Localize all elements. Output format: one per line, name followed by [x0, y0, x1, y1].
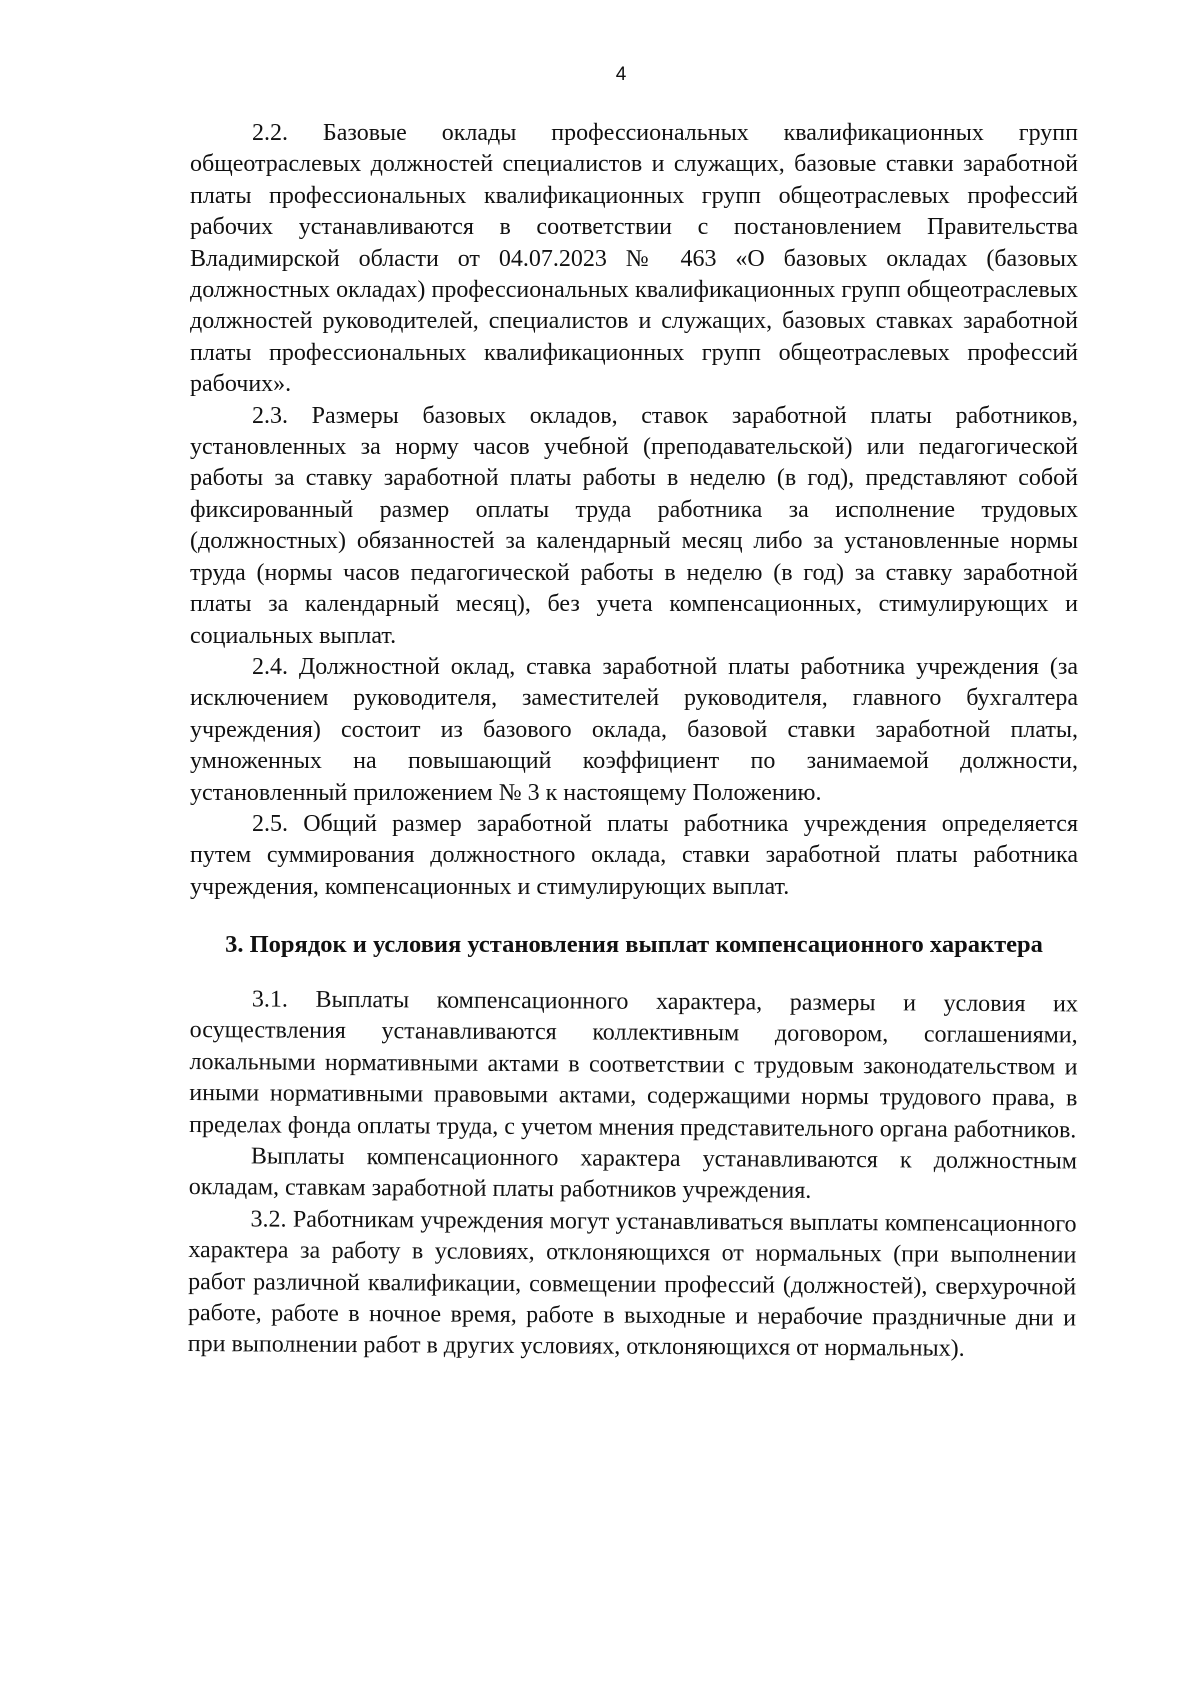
page-number: 4 — [615, 64, 627, 85]
paragraph-3-1-continued: Выплаты компенсационного характера устанавливаются к должностным окладам, ставкам заработной платы работников учреждения. — [188, 1143, 1078, 1205]
paragraph-2-5: 2.5. Общий размер заработной платы работника учреждения определяется путем суммирования должностного оклада, ставки заработной платы работника учреждения, компенсационных и стимулирующих выплат. — [190, 810, 1078, 900]
paragraph-3-1: 3.1. Выплаты компенсационного характера, размеры и условия их осуществления устанавливаются коллективным договором, соглашениями, локальными нормативными актами в соответствии с трудовым законодательством и иными нормативными правовыми актами, содержащими нормы трудового права, в пределах фонда оплаты труда, с учетом мнения представительного органа работников. — [189, 986, 1078, 1144]
section-3-body — [188, 984, 1078, 1366]
paragraph-3-2: 3.2. Работникам учреждения могут устанавливаться выплаты компенсационного характера за работу в условиях, отклоняющихся от нормальных (при выполнении работ различной квалификации, совмещении профессий (должностей), сверхурочной работе, работе в ночное время, работе в выходные и нерабочие праздничные дни и при выполнении работ в других условиях, отклоняющихся от нормальных). — [187, 1206, 1077, 1363]
paragraph-2-3: 2.3. Размеры базовых окладов, ставок заработной платы работников, установленных за норму часов учебной (преподавательской) или педагогической работы за ставку заработной платы работы в неделю (в год), представляют собой фиксированный размер оплаты труда работника за исполнение трудовых (должностных) обязанностей за календарный месяц либо за установленные нормы труда (нормы часов педагогической работы в неделю (в год) за ставку заработной платы за календарный месяц), без учета компенсационных, стимулирующих и социальных выплат. — [190, 402, 1078, 649]
paragraph-2-4: 2.4. Должностной оклад, ставка заработной платы работника учреждения (за исключением руководителя, заместителей руководителя, главного бухгалтера учреждения) состоит из базового оклада, базовой ставки заработной платы, умноженных на повышающий коэффициент по занимаемой должности, установленный приложением № 3 к настоящему Положению. — [190, 653, 1078, 806]
section-3-heading: 3. Порядок и условия установления выплат компенсационного характера — [225, 931, 1043, 959]
paragraph-2-2: 2.2. Базовые оклады профессиональных квалификационных групп общеотраслевых должностей специалистов и служащих, базовые ставки заработной платы профессиональных квалификационных групп общеотраслевых профессий рабочих устанавливаются в соответствии с постановлением Правительства Владимирской области от 04.07.2023 № 463 «О базовых окладах (базовых должностных окладах) профессиональных квалификационных групп общеотраслевых должностей руководителей, специалистов и служащих, базовых ставках заработной платы профессиональных квалификационных групп общеотраслевых профессий рабочих». — [190, 120, 1078, 398]
document-body — [187, 118, 1078, 1363]
